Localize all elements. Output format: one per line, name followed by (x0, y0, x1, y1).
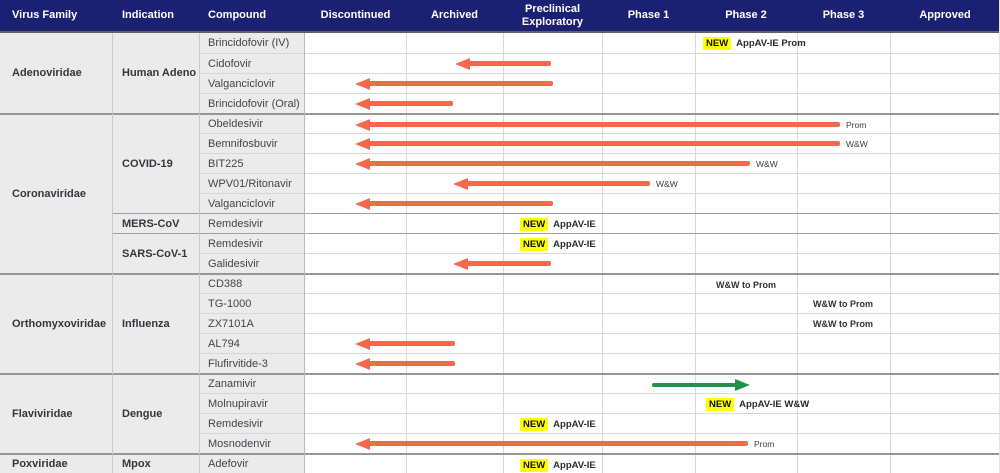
compound-cell: Molnupiravir (200, 393, 304, 413)
compound-cell: TG-1000 (200, 293, 304, 313)
chart-row (305, 353, 1000, 373)
chart-row (305, 213, 1000, 233)
chart-row (305, 373, 1000, 393)
chart-row (305, 93, 1000, 113)
discontinued-arrow (355, 138, 840, 150)
discontinued-arrow (355, 119, 840, 131)
indication-cell: Human Adeno (122, 67, 197, 79)
compound-cell: Bemnifosbuvir (200, 133, 304, 153)
status-text: W&W to Prom (813, 299, 873, 309)
compound-cell: Flufirvitide-3 (200, 353, 304, 373)
chart-row (305, 133, 1000, 153)
chart-row (305, 433, 1000, 453)
chart-row (305, 153, 1000, 173)
discontinued-arrow (355, 198, 553, 210)
chart-row (305, 413, 1000, 433)
chart-row (305, 293, 1000, 313)
col-header-preclinical: Preclinical Exploratory (521, 2, 584, 28)
compound-cell: Brincidofovir (Oral) (200, 93, 304, 113)
arrow-end-label: Prom (846, 120, 867, 130)
compound-cell: Remdesivir (200, 233, 304, 253)
compound-cell: Adefovir (200, 453, 304, 473)
chart-row (305, 73, 1000, 93)
header-row (0, 0, 1000, 33)
col-header-approved: Approved (919, 9, 971, 22)
indication-cell: MERS-CoV (113, 213, 199, 233)
phase-chart-area (305, 33, 1000, 473)
discontinued-arrow (453, 178, 650, 190)
compound-cell: Galidesivir (200, 253, 304, 273)
new-badge: NEW (520, 418, 548, 431)
family-cell: Poxviridae (0, 453, 112, 473)
family-cell: Orthomyxoviridae (0, 273, 112, 373)
family-cell: Flaviviridae (0, 373, 112, 453)
discontinued-arrow (355, 438, 748, 450)
new-badge: NEW (706, 398, 734, 411)
chart-row (305, 173, 1000, 193)
virus-family-column (0, 33, 113, 473)
indication-cell: SARS-CoV-1 (113, 233, 199, 273)
compound-cell: Remdesivir (200, 413, 304, 433)
status-label: AppAV-IE (553, 238, 596, 250)
chart-row (305, 233, 1000, 253)
compound-cell: ZX7101A (200, 313, 304, 333)
status-label: AppAV-IE (553, 218, 596, 230)
discontinued-arrow (453, 258, 551, 270)
arrow-end-label: W&W (656, 179, 678, 189)
compound-cell: Obeldesivir (200, 113, 304, 133)
col-header-archived: Archived (430, 9, 479, 22)
arrow-end-label: Prom (754, 439, 775, 449)
indication-cell: Influenza (113, 273, 199, 373)
new-badge: NEW (703, 37, 731, 50)
col-header-compound: Compound (208, 9, 267, 22)
col-header-discontinued: Discontinued (320, 9, 391, 22)
col-header-phase2: Phase 2 (725, 9, 767, 22)
chart-row (305, 453, 1000, 473)
indication-cell: COVID-19 (113, 113, 199, 213)
compound-column (200, 33, 305, 473)
chart-row (305, 313, 1000, 333)
discontinued-arrow (355, 338, 455, 350)
indication-cell: Dengue (113, 373, 199, 453)
chart-row (305, 273, 1000, 293)
col-header-indication: Indication (122, 9, 174, 22)
compound-cell: Mosnodenvir (200, 433, 304, 453)
indication-cell: Mpox (113, 453, 199, 473)
chart-row (305, 253, 1000, 273)
new-badge: NEW (520, 218, 548, 231)
compound-cell: Cidofovir (200, 53, 304, 73)
status-annotation (703, 33, 806, 53)
col-header-phase1: Phase 1 (627, 9, 670, 22)
compound-cell: AL794 (200, 333, 304, 353)
arrow-end-label: W&W (846, 139, 868, 149)
compound-cell: BIT225 (200, 153, 304, 173)
compound-cell: CD388 (200, 273, 304, 293)
col-header-virus-family: Virus Family (12, 9, 78, 22)
compound-cell: Remdesivir (200, 213, 304, 233)
status-text: W&W to Prom (813, 319, 873, 329)
family-cell: Coronaviridae (0, 113, 112, 273)
family-cell: Adenoviridae (12, 67, 82, 79)
status-label: AppAV-IE (553, 418, 596, 430)
discontinued-arrow (355, 78, 553, 90)
compound-cell: WPV01/Ritonavir (200, 173, 304, 193)
chart-row (305, 333, 1000, 353)
indication-column (113, 33, 200, 473)
compound-cell: Brincidofovir (IV) (208, 37, 290, 49)
status-annotation (706, 394, 809, 414)
chart-row (305, 193, 1000, 213)
status-label: AppAV-IE W&W (739, 398, 810, 410)
chart-row (305, 113, 1000, 133)
status-annotation (520, 414, 596, 434)
status-label: AppAV-IE (553, 459, 596, 471)
status-annotation (520, 455, 596, 473)
new-badge: NEW (520, 238, 548, 251)
status-text: W&W to Prom (716, 280, 776, 290)
compound-cell: Valganciclovir (200, 193, 304, 213)
table-body (0, 33, 1000, 473)
status-label: AppAV-IE Prom (736, 37, 806, 49)
progress-arrow (652, 379, 750, 391)
chart-row (305, 393, 1000, 413)
compound-cell: Valganciclovir (200, 73, 304, 93)
status-annotation (520, 234, 596, 254)
discontinued-arrow (355, 98, 453, 110)
arrow-end-label: W&W (756, 159, 778, 169)
chart-row (305, 53, 1000, 73)
status-annotation (520, 214, 596, 234)
col-header-phase3: Phase 3 (822, 9, 865, 22)
discontinued-arrow (355, 358, 455, 370)
discontinued-arrow (355, 158, 750, 170)
discontinued-arrow (455, 58, 551, 70)
new-badge: NEW (520, 459, 548, 472)
compound-cell: Zanamivir (200, 373, 304, 393)
chart-row (305, 33, 1000, 53)
